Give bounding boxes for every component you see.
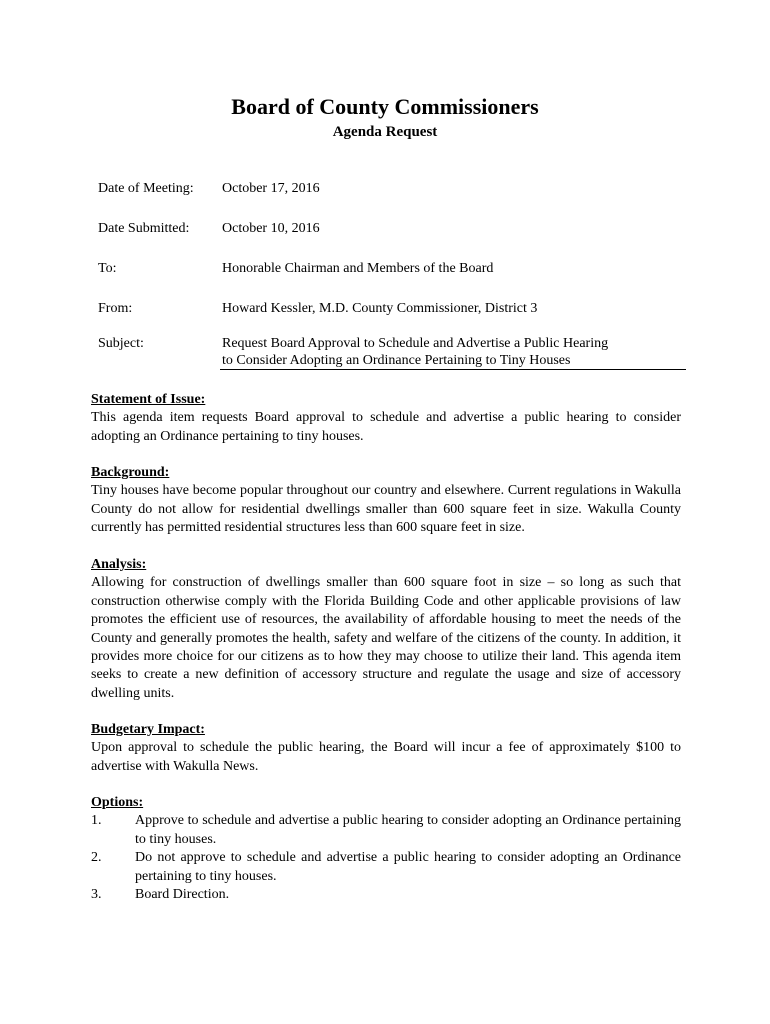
option-text: Do not approve to schedule and advertise a public hearing to consider adopting an Ordinance pertaining to tiny houses. — [135, 850, 681, 884]
option-number: 1. — [91, 813, 102, 829]
section-body: Allowing for construction of dwellings smaller than 600 square foot in size – so long as such that construction otherwise comply with the Florida Building Code and other applicable provisions of law promotes the efficient use of resources, the availability of affordable housing to meet the needs of the County and generally promotes the health, safety and welfare of the citizens of the county. In addition, it provides more choice for our citizens as to how they may choose to utilize their land. This agenda item seeks to create a new definition of accessory structure and regulate the usage and size of accessory dwelling units. — [91, 575, 681, 701]
meta-value: Request Board Approval to Schedule and Advertise a Public Hearing — [222, 336, 609, 351]
subject-divider — [220, 369, 686, 370]
section-background — [91, 464, 681, 538]
option-number: 3. — [91, 887, 102, 903]
meta-label: To: — [98, 261, 117, 276]
meta-value: to Consider Adopting an Ordinance Pertaining to Tiny Houses — [222, 353, 571, 368]
list-item — [91, 812, 681, 849]
section-options — [91, 794, 681, 904]
meta-value: October 10, 2016 — [222, 221, 320, 236]
meta-value: October 17, 2016 — [222, 181, 320, 196]
section-body: This agenda item requests Board approval to schedule and advertise a public hearing to consider adopting an Ordinance pertaining to tiny houses. — [91, 410, 681, 444]
meta-label: Date of Meeting: — [98, 181, 194, 196]
list-item — [91, 849, 681, 886]
section-heading: Budgetary Impact: — [91, 722, 205, 737]
section-body: Upon approval to schedule the public hearing, the Board will incur a fee of approximately $100 to advertise with Wakulla News. — [91, 740, 681, 774]
section-heading: Statement of Issue: — [91, 392, 206, 407]
section-budgetary-impact — [91, 721, 681, 776]
document-title: Board of County Commissioners — [231, 94, 539, 119]
meta-label: From: — [98, 301, 133, 316]
list-item — [91, 886, 681, 904]
option-text: Approve to schedule and advertise a public hearing to consider adopting an Ordinance pertaining to tiny houses. — [135, 813, 681, 847]
options-list — [91, 812, 681, 904]
option-text: Board Direction. — [135, 887, 230, 903]
meta-label: Date Submitted: — [98, 221, 190, 236]
document-subtitle: Agenda Request — [332, 124, 438, 140]
section-heading: Background: — [91, 465, 170, 480]
section-body: Tiny houses have become popular throughout our country and elsewhere. Current regulations in Wakulla County do not allow for residential dwellings smaller than 600 square feet in size. Wakulla County currently has permitted residential structures less than 600 square feet in size. — [91, 483, 681, 536]
meta-value: Honorable Chairman and Members of the Board — [222, 261, 494, 276]
section-statement-of-issue — [91, 391, 681, 446]
section-heading: Analysis: — [91, 557, 147, 572]
meta-label: Subject: — [98, 336, 144, 351]
section-heading: Options: — [91, 795, 144, 810]
section-analysis — [91, 556, 681, 703]
meta-value: Howard Kessler, M.D. County Commissioner, District 3 — [222, 301, 538, 316]
option-number: 2. — [91, 850, 102, 866]
